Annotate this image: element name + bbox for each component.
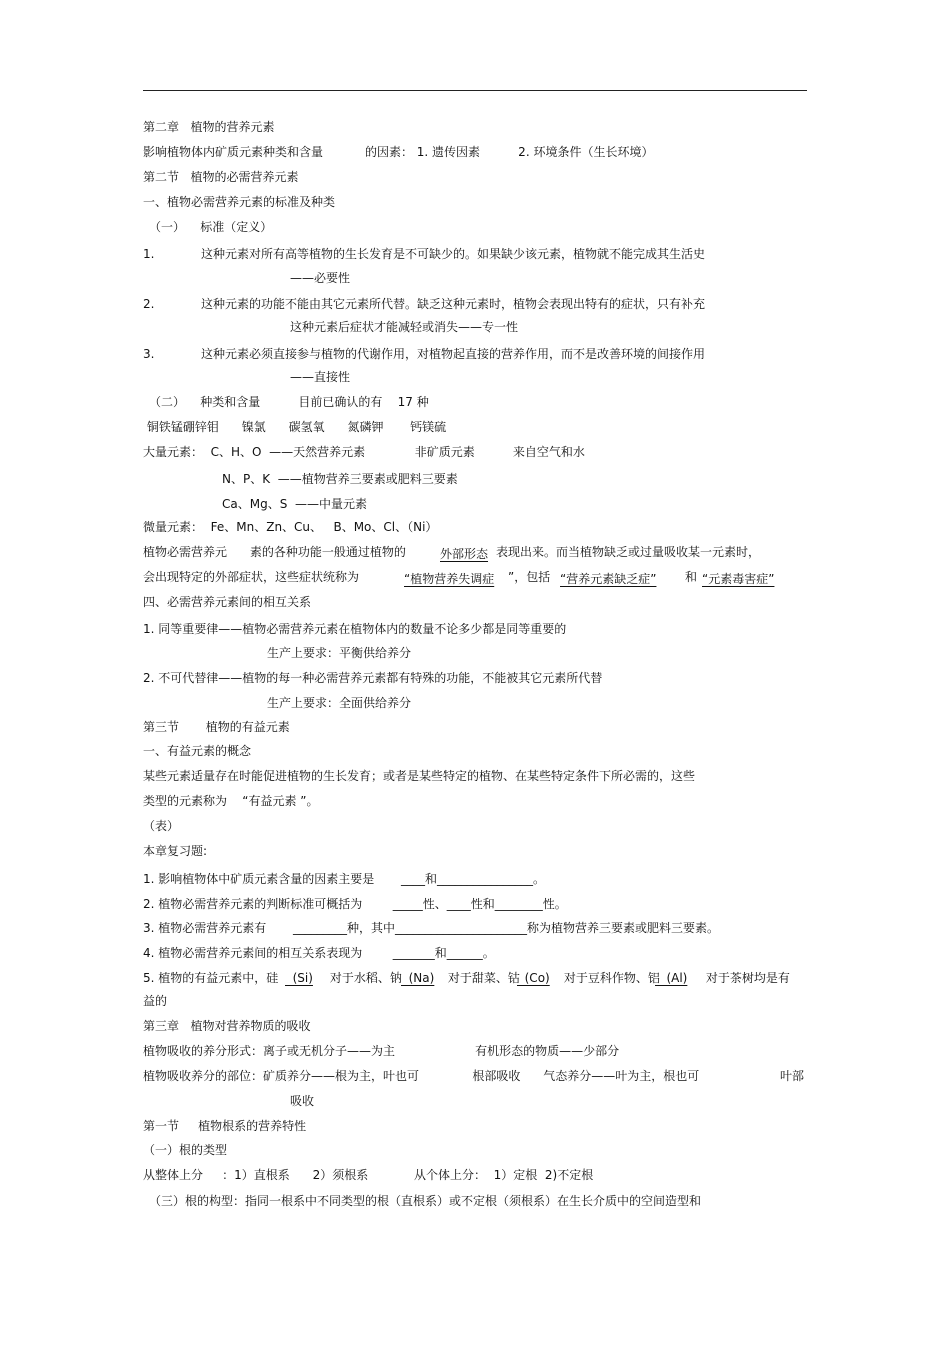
text-line: N、P、K ——植物营养三要素或肥料三要素 <box>222 472 458 486</box>
text-line: 2. 不可代替律——植物的每一种必需营养元素都有特殊的功能，不能被其它元素所代替 <box>143 671 603 685</box>
text-line: 某些元素适量存在时能促进植物的生长发育；或者是某些特定的植物、在某些特定条件下所必需的，这些 <box>143 769 696 783</box>
text-line: 对于茶树均是有 <box>702 971 790 985</box>
text-line: 会出现特定的外部症状，这些症状统称为 <box>143 570 360 584</box>
underlined-term: (Co) <box>517 971 550 985</box>
list-number: 2. <box>143 297 155 311</box>
underlined-term: (Al) <box>655 971 688 985</box>
text-line: Ca、Mg、S ——中量元素 <box>222 497 367 511</box>
text-line: 1. 同等重要律——植物必需营养元素在植物体内的数量不论多少都是同等重要的 <box>143 622 567 636</box>
text-line: 类型的元素称为 “有益元素 ”。 <box>143 794 319 808</box>
question: 4. 植物必需营养元素间的相互关系表现为 _______和______。 <box>143 946 495 960</box>
text-line: ——直接性 <box>290 370 351 384</box>
section-title: 第三节 植物的有益元素 <box>143 720 290 734</box>
header-rule <box>143 90 807 91</box>
heading: 四、必需营养元素间的相互关系 <box>143 595 312 609</box>
text-line: ——必要性 <box>290 271 351 285</box>
question: 2. 植物必需营养元素的判断标准可概括为 _____性、____性和________性。 <box>143 897 567 911</box>
text-line: （表） <box>143 819 180 833</box>
text-line: 生产上要求：平衡供给养分 <box>267 646 412 660</box>
text-line: 吸收 <box>290 1094 315 1108</box>
question: 3. 植物必需营养元素有 _________种，其中______________________称为植物营养三要素或肥料三要素。 <box>143 921 719 935</box>
text-line: 微量元素： Fe、Mn、Zn、Cu、 B、Mo、Cl、（Ni） <box>143 520 438 534</box>
text-line: 植物吸收养分的部位：矿质养分——根为主，叶也可 根部吸收 气态养分——叶为主，根也可 <box>143 1069 700 1083</box>
text-line: 影响植物体内矿质元素种类和含量 的因素： 1. 遗传因素 2. 环境条件（生长环境） <box>143 145 654 159</box>
text-line: 这种元素对所有高等植物的生长发育是不可缺少的。如果缺少该元素，植物就不能完成其生活史 <box>201 247 706 261</box>
text-line: 植物吸收的养分形式：离子或无机分子——为主 有机形态的物质——少部分 <box>143 1044 620 1058</box>
text-line: 叶部 <box>780 1069 805 1083</box>
text-line: 益的 <box>143 994 168 1008</box>
section-title: 第二节 植物的必需营养元素 <box>143 170 299 184</box>
heading: 一、有益元素的概念 <box>143 744 252 758</box>
text-line: 对于甜菜、钴 <box>444 971 520 985</box>
subheading: （二） 种类和含量 目前已确认的有 17 种 <box>149 395 429 409</box>
list-number: 3. <box>143 347 155 361</box>
question: 5. 植物的有益元素中，硅 <box>143 971 279 985</box>
heading: 一、植物必需营养元素的标准及种类 <box>143 195 336 209</box>
underlined-term: 外部形态 <box>440 547 489 561</box>
text-line: 对于豆科作物、铝 <box>560 971 660 985</box>
text-line: 对于水稻、钠 <box>326 971 402 985</box>
chapter-title: 第二章 植物的营养元素 <box>143 120 275 134</box>
underlined-term: “植物营养失调症 <box>404 572 495 586</box>
subheading: （一）根的类型 <box>143 1143 228 1157</box>
text-line: （三）根的构型：指同一根系中不同类型的根（直根系）或不定根（须根系）在生长介质中的空间造型和 <box>149 1194 702 1208</box>
text-line: 和 <box>685 570 698 584</box>
text-line: 表现出来。而当植物缺乏或过量吸收某一元素时， <box>496 545 761 559</box>
chapter-title: 第三章 植物对营养物质的吸收 <box>143 1019 311 1033</box>
text-line: 这种元素后症状才能减轻或消失——专一性 <box>290 320 519 334</box>
underlined-term: (Si) <box>285 971 313 985</box>
underlined-term: “营养元素缺乏症” <box>560 572 657 586</box>
text-line: 铜铁锰硼锌钼 镍氯 碳氢氧 氮磷钾 钙镁硫 <box>143 420 447 434</box>
underlined-term: “元素毒害症” <box>702 572 775 586</box>
text-line: 这种元素必须直接参与植物的代谢作用，对植物起直接的营养作用，而不是改善环境的间接作用 <box>201 347 706 361</box>
heading: 本章复习题: <box>143 844 208 858</box>
subheading: （一） 标准（定义） <box>149 220 273 234</box>
underlined-term: (Na) <box>401 971 435 985</box>
text-line: 大量元素： C、H、O ——天然营养元素 非矿质元素 来自空气和水 <box>143 445 585 459</box>
text-line: 植物必需营养元 素的各种功能一般通过植物的 <box>143 545 406 559</box>
text-line: 生产上要求：全面供给养分 <box>267 696 412 710</box>
question: 1. 影响植物体中矿质元素含量的因素主要是 ____和________________。 <box>143 872 545 886</box>
section-title: 第一节 植物根系的营养特性 <box>143 1119 307 1133</box>
text-line: 这种元素的功能不能由其它元素所代替。缺乏这种元素时，植物会表现出特有的症状，只有补充 <box>201 297 706 311</box>
text-line: ”，包括 <box>508 570 551 584</box>
list-number: 1. <box>143 247 155 261</box>
text-line: 从整体上分 ：1）直根系 2）须根系 从个体上分： 1）定根 2)不定根 <box>143 1168 594 1182</box>
